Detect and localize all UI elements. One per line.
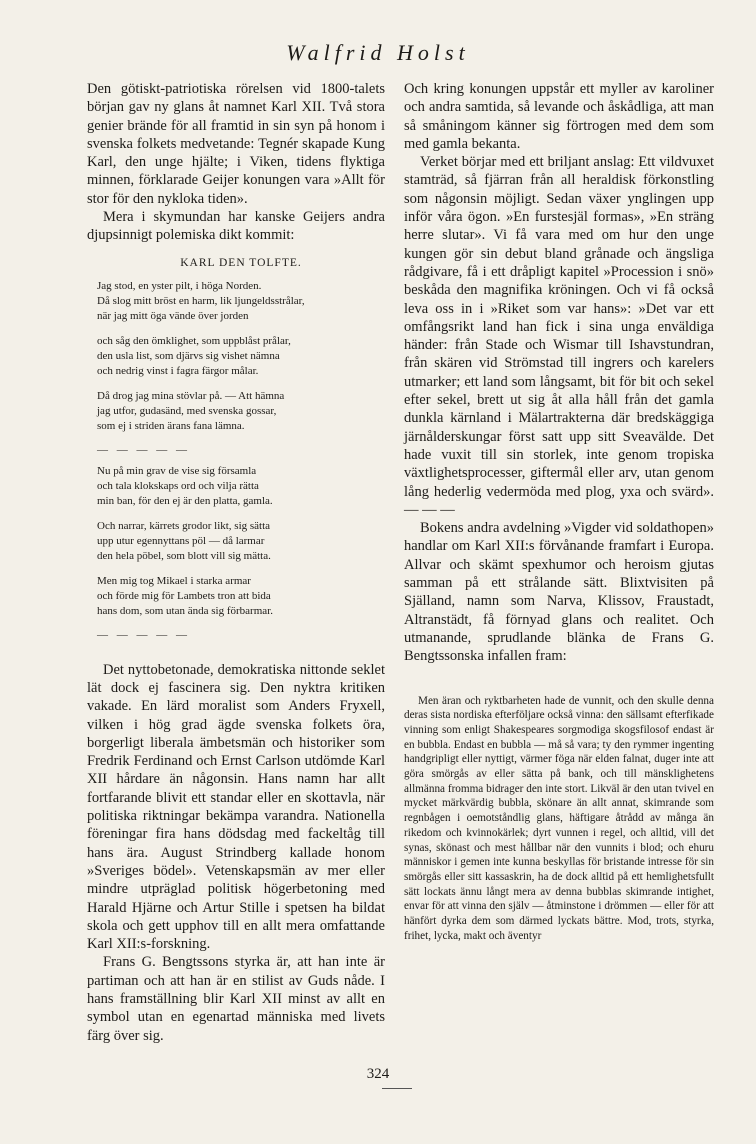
poem-stanza <box>97 574 385 619</box>
poem-line: och förde mig för Lambets tron att bida <box>97 589 271 602</box>
poem-line: upp utur egennyttans pöl — då larmar <box>97 534 265 547</box>
poem-line: när jag mitt öga vände över jorden <box>97 309 249 322</box>
page-number-rule <box>382 1088 412 1089</box>
poem-line: den hela pöbel, som blott vill sig mätta. <box>97 549 271 562</box>
poem-line: min ban, för den ej är den platta, gamla. <box>97 494 273 507</box>
poem-line: och såg den ömklighet, som uppblåst prålar, <box>97 334 291 347</box>
poem-stanza <box>97 519 385 564</box>
poem-stanza <box>97 279 385 324</box>
poem-separator: — — — — — <box>97 443 190 456</box>
poem-title: KARL DEN TOLFTE. <box>180 256 302 269</box>
paragraph: Frans G. Bengtssons styrka är, att han inte är partiman och att han är en stilist av Guds nåde. I hans framställning blir Karl XII minst av allt en symbol utan en egenartad människa med livets färg över sig. <box>87 954 385 1044</box>
poem-line: och tala klokskaps ord och vilja rätta <box>97 479 259 492</box>
poem-separator: — — — — — <box>97 628 190 641</box>
poem-stanza <box>97 334 385 379</box>
running-header: Walfrid Holst <box>286 40 470 65</box>
poem-stanza <box>97 464 385 509</box>
paragraph: Och kring konungen uppstår ett myller av karoliner och andra samtida, så levande och åskådliga, att man så småningom känner sig förtrogen med dem som med gamla bekanta. <box>404 81 714 152</box>
poem-line: Då slog mitt bröst en harm, lik ljungeldsstrålar, <box>97 294 305 307</box>
poem-line: Nu på min grav de vise sig församla <box>97 464 257 477</box>
poem-line: Då drog jag mina stövlar på. — Att hämna <box>97 389 285 402</box>
poem-line: den usla list, som djärvs sig vishet nämna <box>97 349 280 362</box>
right-column <box>404 80 714 943</box>
poem-line: Och narrar, kärrets grodor likt, sig sätta <box>97 519 271 532</box>
poem-line: och nedrig vinst i fagra färgor målar. <box>97 364 259 377</box>
poem-line: hans dom, som utan ända sig förbarmar. <box>97 604 273 617</box>
paragraph: Mera i skymundan har kanske Geijers andra djupsinnigt polemiska dikt kommit: <box>87 209 385 244</box>
poem-line: Men mig tog Mikael i starka armar <box>97 574 251 587</box>
poem-line: som ej i striden ärans fana lämna. <box>97 419 245 432</box>
paragraph: Bokens andra avdelning »Vigder vid soldathopen» handlar om Karl XII:s förvånande framfart i Europa. Allvar och skämt spexhumor och heroism gjutas samman på ett strålande sätt. Blixtvisiten på Själland, namn som Narva, Klissov, Fraustadt, Altranstädt, få förnyad glans och realitet. Och utmanande, sprudlande blänka de Frans G. Bengtssonska infallen fram: <box>404 520 714 665</box>
page-number: 324 <box>366 1066 390 1082</box>
left-column <box>87 80 385 1045</box>
paragraph: Den götiskt-patriotiska rörelsen vid 1800-talets början gav ny glans åt namnet Karl XII. Två stora genier brände för all framtid in sin syn på honom i svenska folkets medvetande: Tegnér skapade Kung Karl, den unge hjälte; i Viken, tidens flyktiga minnen, förklarade Geijer konungen vara »Allt för stor för den nykloka tiden». <box>87 81 385 207</box>
block-quote: Men äran och ryktbarheten hade de vunnit, och den skulle denna deras sista nordiska efterföljare också vinna: den sällsamt efterfikade vinning som enligt Shakespeares sorgmodiga skogsfilosof endast är en bubbla. Endast en bubbla — må så vara; ty den rymmer ingenting handgripligt eller nyttigt, värmer föga när elden falnat, duger inte att göra smörgås av eller sätta på bank, och till mänsklighetens allmänna fromma bidrager den inte stort. Likväl är den utan tvivel en mycket märkvärdig bubbla, skönare än allt annat, skimrande som regnbågen i oemotståndlig glans, häftigare åtrådd av många än rikedom och kvinnokärlek; dyrt vunnen i regel, och alltid, vill det synas, skönast och mest hållbar när den vunnits i blod; och ehuru människor i gemen inte kunna beskyllas för bristande intresse för sin smörgås eller sitt kassaskrin, ha de dock alltid på ett hemlighetsfullt sätt lockats ännu långt mera av denna bubblas skimrande intighet, envar för att vinna den själv — åtminstone i drömmen — eller för att hänfört dyrka dem som därmed lyckats bättre. Mod, trots, styrka, frihet, lycka, makt och äventyr <box>404 694 714 942</box>
paragraph: Det nyttobetonade, demokratiska nittonde seklet lät dock ej fascinera sig. Den nyktra kritiken vakade. En lärd moralist som Anders Fryxell, vilken i hög grad ägde svenska folkets öra, borgerligt liberala ämbetsmän och historiker som Fredrik Ferdinand och Ernst Carlson utdömde Karl XII hårdare än någonsin. Hans namn har allt fortfarande blivit ett standar eller en skottavla, när politiska riktningar bekämpa varandra. Nationella föreningar fira hans dödsdag med fackeltåg till hans ära. August Strindberg kallade honom »Sveriges bödel». Vetenskapsmän av mer eller mindre utpräglad politisk högerbetoning med Harald Hjärne och Artur Stille i spetsen ha bildat skola och gett upphov till en allt mera omfattande Karl XII:s-forskning. <box>87 661 385 953</box>
paragraph: Verket börjar med ett briljant anslag: Ett vildvuxet stamträd, så fjärran från all heraldisk förkonstling som någonsin möjligt. Sedan växer ynglingen upp inför våra ögon. »En furstesjäl formas», »En sträng herre slutar». Vi få vara med om hur den unge kungen gör sin debut bland grånade och ängsliga rådgivare, få i ett dråpligt kapitel »Procession i snö» beskåda den magnifika kröningen. Och vi få också leva oss in i »Riket som var hans»: »Det var ett omfångsrikt land han fick i sina unga enväldiga händer: från Stade och Wismar till Ishavstundran, från skären vid Strömstad till ingrers och karelers utmarker; ett land som långsamt, bit för bit och sekel efter sekel, brett ut sig åt alla håll från det gamla dunkla kärnland i Mälartrakterna där bredskäggiga järnålderskungar först satt upp sitt Sveavälde. Det hade vuxit till sin storlek, inte genom tropiska växtlighetsprocesser, giftermål eller arv, utan genom lång hederlig vedermöda med plog, yxa och svärd». — — — <box>404 154 714 518</box>
poem-stanza <box>97 389 385 434</box>
poem-line: Jag stod, en yster pilt, i höga Norden. <box>97 279 262 292</box>
poem-line: jag utfor, gudasänd, med svenska gossar, <box>97 404 277 417</box>
